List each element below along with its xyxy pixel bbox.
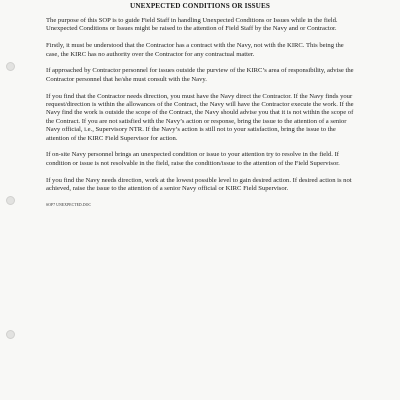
paragraph: Firstly, it must be understood that the Contractor has a contract with the Navy, not with the KIRC. This being the case, the KIRC has no authority over the Contractor for any contractual matter. [46,42,344,58]
paragraph: The purpose of this SOP is to guide Field Staff in handling Unexpected Conditions or Issues while in the field. Unexpected Conditions or Issues might be raised to the attention of Field Staff by the Navy and or Contractor. [46,17,338,33]
paragraph: If you find the Navy needs direction, work at the lowest possible level to gain desired action. If desired action is not achieved, raise the issue to the attention of a senior Navy official or KIRC Field Supervisor. [46,176,352,193]
paragraph: If you find that the Contractor needs direction, you must have the Navy direct the Contractor. If the Navy finds your request/direction is within the allowances of the Contract, the Navy will have the Contractor execute the work. If the Navy find the work is outside the scope of the Contract, the Navy should advise you that it is not within the scope of the Contract. If you are not satisfied with the Navy’s action or response, bring the issue to the attention of a senior Navy official, i.e., Supervisory NTR. If the Navy’s action is still not to your satisfaction, bring the issue to the attention of the KIRC Field Supervisor for action. [46,92,354,142]
document-title: UNEXPECTED CONDITIONS OR ISSUES [130,2,270,10]
paragraph: If approached by Contractor personnel for issues outside the purview of the KIRC’s area of responsibility, advise the Contractor personnel that he/she must consult with the Navy. [46,67,354,83]
document-body [46,17,354,209]
file-reference: SOP7 UNEXPECTED.DOC [46,202,92,207]
paragraph: If on-site Navy personnel brings an unexpected condition or issue to your attention try to resolve in the field. If condition or issue is not resolvable in the field, raise the condition/issue to the attention of the Field Supervisor. [46,151,340,167]
punch-hole [6,196,15,205]
punch-hole [6,330,15,339]
punch-hole [6,62,15,71]
